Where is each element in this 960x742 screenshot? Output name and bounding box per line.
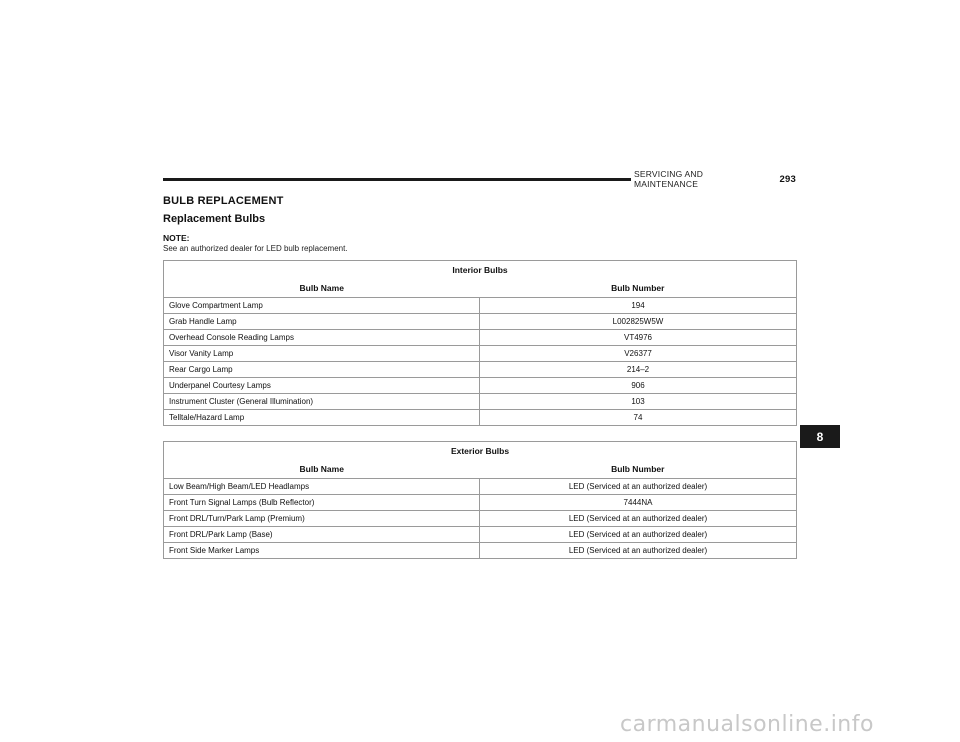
table-row bbox=[164, 495, 797, 511]
bulb-number-cell: L002825W5W bbox=[480, 314, 797, 330]
table-row bbox=[164, 362, 797, 378]
table-row bbox=[164, 543, 797, 559]
bulb-name-cell: Front DRL/Turn/Park Lamp (Premium) bbox=[164, 511, 480, 527]
header-rule bbox=[163, 178, 631, 181]
exterior-col-bulb-number: Bulb Number bbox=[480, 460, 797, 479]
table-row bbox=[164, 511, 797, 527]
table-row bbox=[164, 330, 797, 346]
bulb-number-cell: 7444NA bbox=[480, 495, 797, 511]
bulb-name-cell: Instrument Cluster (General Illumination) bbox=[164, 394, 480, 410]
bulb-number-cell: 906 bbox=[480, 378, 797, 394]
running-head bbox=[634, 169, 796, 189]
bulb-number-cell: 74 bbox=[480, 410, 797, 426]
bulb-name-cell: Overhead Console Reading Lamps bbox=[164, 330, 480, 346]
bulb-number-cell: VT4976 bbox=[480, 330, 797, 346]
bulb-number-cell: LED (Serviced at an authorized dealer) bbox=[480, 527, 797, 543]
running-head-section: SERVICING AND MAINTENANCE bbox=[634, 169, 704, 189]
note-label: NOTE: bbox=[163, 233, 190, 243]
table-row bbox=[164, 410, 797, 426]
section-subtitle: Replacement Bulbs bbox=[163, 213, 266, 225]
bulb-name-cell: Visor Vanity Lamp bbox=[164, 346, 480, 362]
note-text: See an authorized dealer for LED bulb replacement. bbox=[163, 244, 348, 253]
table-row bbox=[164, 378, 797, 394]
bulb-number-cell: 103 bbox=[480, 394, 797, 410]
table-row bbox=[164, 314, 797, 330]
interior-bulbs-table bbox=[163, 260, 797, 426]
bulb-name-cell: Front DRL/Park Lamp (Base) bbox=[164, 527, 480, 543]
table-row bbox=[164, 394, 797, 410]
interior-col-bulb-number: Bulb Number bbox=[480, 279, 797, 298]
watermark: carmanualsonline.info bbox=[620, 712, 874, 737]
bulb-name-cell: Glove Compartment Lamp bbox=[164, 298, 480, 314]
table-row bbox=[164, 298, 797, 314]
bulb-name-cell: Telltale/Hazard Lamp bbox=[164, 410, 480, 426]
bulb-name-cell: Low Beam/High Beam/LED Headlamps bbox=[164, 479, 480, 495]
table-header-row bbox=[164, 460, 797, 479]
exterior-bulbs-table bbox=[163, 441, 797, 559]
bulb-number-cell: LED (Serviced at an authorized dealer) bbox=[480, 479, 797, 495]
bulb-name-cell: Front Turn Signal Lamps (Bulb Reflector) bbox=[164, 495, 480, 511]
bulb-name-cell: Underpanel Courtesy Lamps bbox=[164, 378, 480, 394]
bulb-name-cell: Front Side Marker Lamps bbox=[164, 543, 480, 559]
bulb-name-cell: Grab Handle Lamp bbox=[164, 314, 480, 330]
bulb-name-cell: Rear Cargo Lamp bbox=[164, 362, 480, 378]
bulb-number-cell: 214–2 bbox=[480, 362, 797, 378]
exterior-table-caption: Exterior Bulbs bbox=[164, 442, 797, 461]
bulb-number-cell: LED (Serviced at an authorized dealer) bbox=[480, 543, 797, 559]
bulb-number-cell: LED (Serviced at an authorized dealer) bbox=[480, 511, 797, 527]
table-row bbox=[164, 527, 797, 543]
table-caption-row bbox=[164, 442, 797, 461]
page-number: 293 bbox=[779, 173, 796, 185]
table-caption-row bbox=[164, 261, 797, 280]
chapter-tab: 8 bbox=[800, 425, 840, 448]
bulb-number-cell: 194 bbox=[480, 298, 797, 314]
interior-table-caption: Interior Bulbs bbox=[164, 261, 797, 280]
bulb-number-cell: V26377 bbox=[480, 346, 797, 362]
table-row bbox=[164, 346, 797, 362]
exterior-col-bulb-name: Bulb Name bbox=[164, 460, 480, 479]
interior-col-bulb-name: Bulb Name bbox=[164, 279, 480, 298]
table-header-row bbox=[164, 279, 797, 298]
table-row bbox=[164, 479, 797, 495]
page-title: BULB REPLACEMENT bbox=[163, 195, 284, 207]
